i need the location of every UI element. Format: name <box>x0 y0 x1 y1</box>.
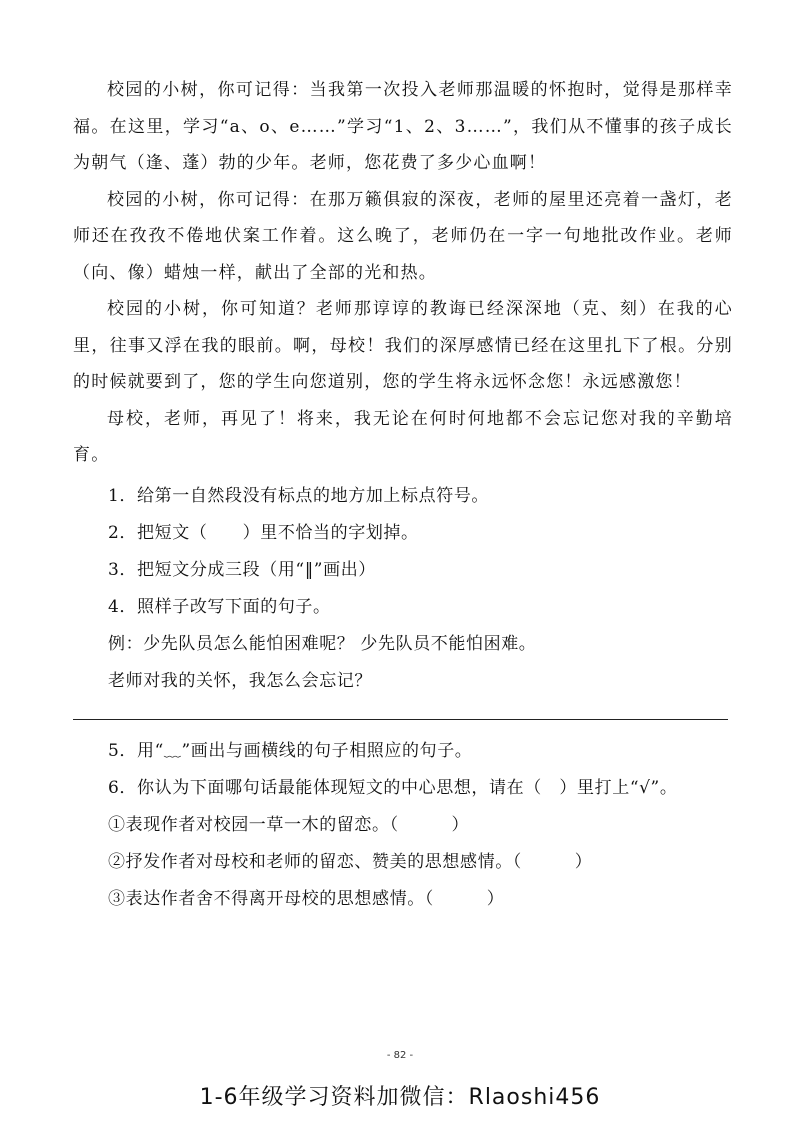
questions-part-1 <box>108 478 738 700</box>
question-6: 6．你认为下面哪句话最能体现短文的中心思想，请在（ ）里打上“√”。 <box>108 778 678 798</box>
passage-paragraph-2: 校园的小树，你可记得：在那万籁俱寂的深夜，老师的屋里还亮着一盏灯，老师还在孜孜不倦地伏案工作着。这么晚了，老师仍在一字一句地批改作业。老师（向、像）蜡烛一样，献出了全部的光和热。 <box>73 189 733 283</box>
question-2: 2．把短文（ ）里不恰当的字划掉。 <box>108 523 419 543</box>
passage <box>73 72 733 474</box>
question-5: 5．用“﹏”画出与画横线的句子相照应的句子。 <box>108 741 473 761</box>
question-4: 4．照样子改写下面的句子。 <box>108 597 331 617</box>
passage-paragraph-3: 校园的小树，你可知道？老师那谆谆的教诲已经深深地（克、刻）在我的心里，往事又浮在我的眼前。啊，母校！我们的深厚感情已经在这里扎下了根。分别的时候就要到了，您的学生向您道别，您的学生将永远怀念您！永远感激您！ <box>73 299 733 392</box>
passage-paragraph-4: 母校，老师，再见了！将来，我无论在何时何地都不会忘记您对我的辛勤培育。 <box>73 408 733 465</box>
page-number: - 82 - <box>386 1050 414 1061</box>
passage-paragraph-1: 校园的小树，你可记得：当我第一次投入老师那温暖的怀抱时，觉得是那样幸福。在这里，学习“a、o、e……”学习“1、2、3……”，我们从不懂事的孩子成长为朝气（逢、蓬）勃的少年。老师，您花费了多少心血啊！ <box>73 80 733 173</box>
question-6-option-1: ①表现作者对校园一草一木的留恋。（ ） <box>108 815 470 835</box>
question-6-option-2: ②抒发作者对母校和老师的留恋、赞美的思想感情。（ ） <box>108 852 593 872</box>
questions-part-2 <box>108 733 738 918</box>
question-3: 3．把短文分成三段（用“‖”画出） <box>108 560 376 580</box>
answer-line[interactable] <box>73 719 728 720</box>
footer-watermark: 1-6年级学习资料加微信：Rlaoshi456 <box>199 1085 601 1110</box>
question-1: 1．给第一自然段没有标点的地方加上标点符号。 <box>108 486 490 506</box>
question-4-example: 例：少先队员怎么能怕困难呢？ 少先队员不能怕困难。 <box>108 634 537 654</box>
question-6-option-3: ③表达作者舍不得离开母校的思想感情。（ ） <box>108 889 505 909</box>
question-4-sentence: 老师对我的关怀，我怎么会忘记？ <box>108 671 372 691</box>
